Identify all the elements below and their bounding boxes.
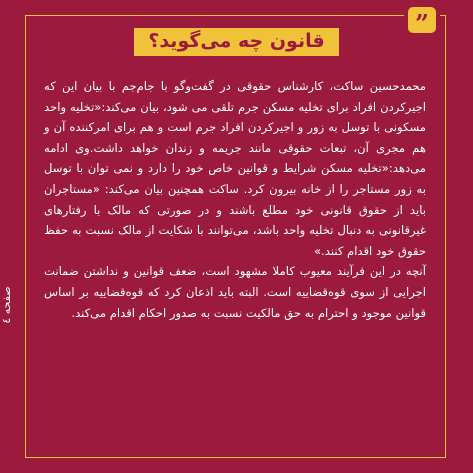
article-body [44,76,426,323]
title-container [0,28,473,56]
paragraph-1: محمدحسین ساکت، کارشناس حقوقی در گفت‌وگو با جام‌جم با بیان این که اجیرکردن افراد برای تخلیه مسکن جرم تلقی می شود، بیان می‌کند:«تخلیه واحد مسکونی با توسل به زور و اجیرکردن افراد جرم است و هم برای امرکننده آن و هم مجری آن، تبعات حقوقی مانند جریمه و زندان خواهد داشت.وی ادامه می‌دهد:«تخلیه مسکن شرایط و قوانین خاص خود را دارد و نمی توان با توسل به زور مستاجر را از خانه بیرون کرد. ساکت همچنین بیان می‌کند: «مستاجران باید از حقوق قانونی خود مطلع باشند و در صورتی که مالک با رفتارهای غیرقانونی به دنبال تخلیه واحد باشد، می‌توانند با شکایت از مالک نسبت به حفظ حقوق خود اقدام کنند.» [44,79,426,258]
quote-icon: ” [408,7,436,33]
paragraph-2: آنچه در این فرآیند معیوب کاملا مشهود است، ضعف قوانین و نداشتن ضمانت اجرایی از سوی قوه‌قضاییه است. البته باید اذعان کرد که قوه‌قضاییه بر اساس قوانین موجود و احترام به حق مالکیت نسبت به صدور احکام اقدام می‌کند. [44,264,426,320]
page-title: قانون چه می‌گوید؟ [134,28,338,56]
page-number-label: صفحه ٤ [0,280,14,330]
